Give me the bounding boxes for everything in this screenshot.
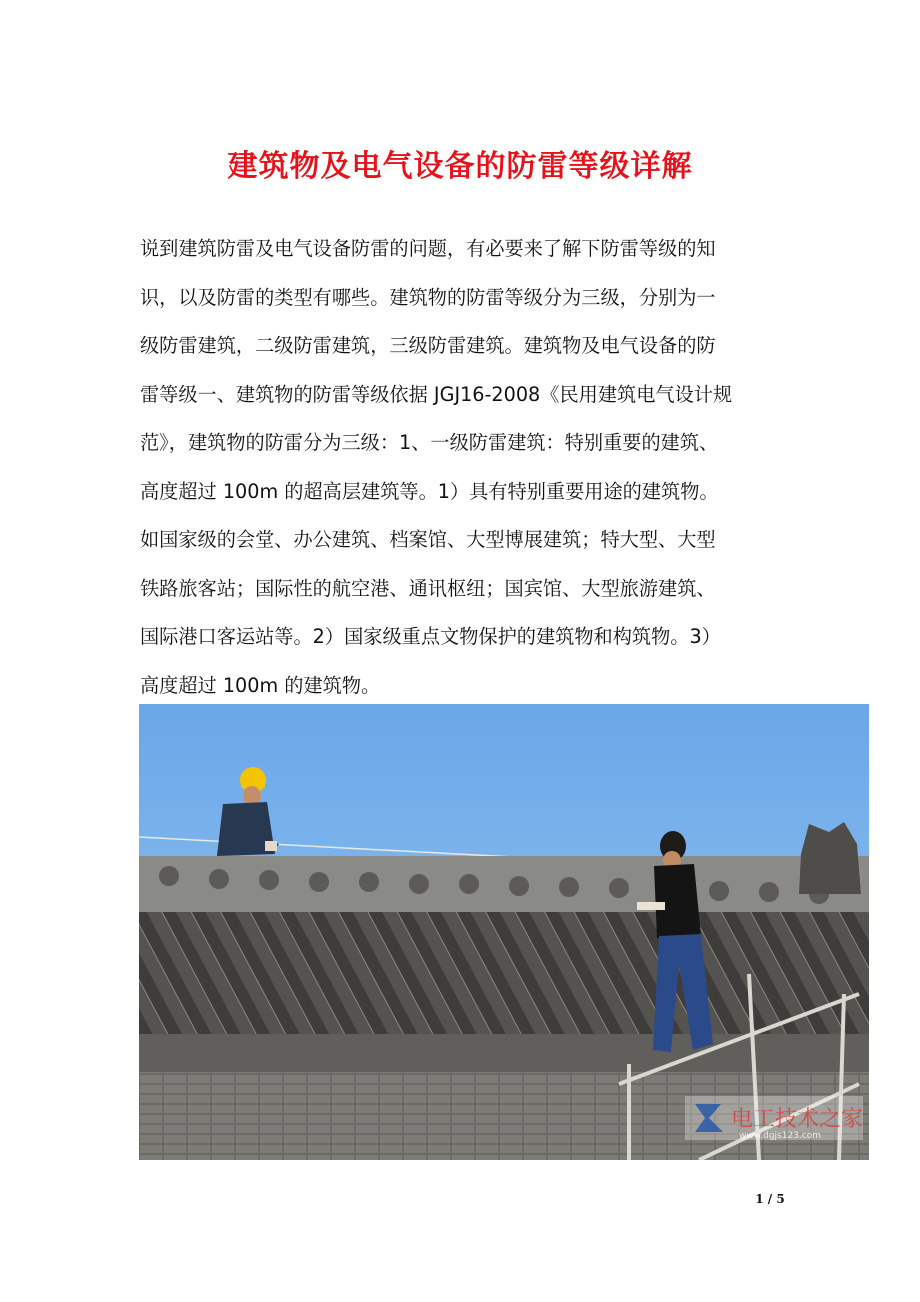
paragraph-line: 雷等级一、建筑物的防雷等级依据 JGJ16-2008《民用建筑电气设计规	[140, 382, 733, 406]
page-title: 建筑物及电气设备的防雷等级详解	[227, 149, 693, 184]
roof-workers-photo	[139, 704, 869, 1160]
body-paragraph	[140, 225, 800, 710]
paragraph-line: 国际港口客运站等。2）国家级重点文物保护的建筑物和构筑物。3）	[140, 625, 721, 648]
paragraph-line: 高度超过 100m 的超高层建筑等。1）具有特别重要用途的建筑物。	[140, 479, 719, 503]
paragraph-line: 识，以及防雷的类型有哪些。建筑物的防雷等级分为三级，分别为一	[140, 285, 716, 309]
paragraph-line: 如国家级的会堂、办公建筑、档案馆、大型博展建筑；特大型、大型	[140, 528, 716, 551]
watermark-text: 电工技术之家	[731, 1107, 864, 1132]
paragraph-line: 高度超过 100m 的建筑物。	[140, 673, 381, 697]
roof-ridge	[139, 856, 869, 916]
paragraph-line: 级防雷建筑，二级防雷建筑，三级防雷建筑。建筑物及电气设备的防	[140, 334, 716, 357]
eave-tiles	[139, 1034, 869, 1074]
watermark-url: www.dgjs123.com	[739, 1131, 821, 1141]
paragraph-line: 铁路旅客站；国际性的航空港、通讯枢纽；国宾馆、大型旅游建筑、	[140, 576, 716, 600]
paragraph-line: 范》，建筑物的防雷分为三级：1、一级防雷建筑：特别重要的建筑、	[140, 431, 719, 454]
page-number: 1 / 5	[755, 1192, 785, 1206]
paragraph-line: 说到建筑防雷及电气设备防雷的问题，有必要来了解下防雷等级的知	[140, 237, 716, 260]
